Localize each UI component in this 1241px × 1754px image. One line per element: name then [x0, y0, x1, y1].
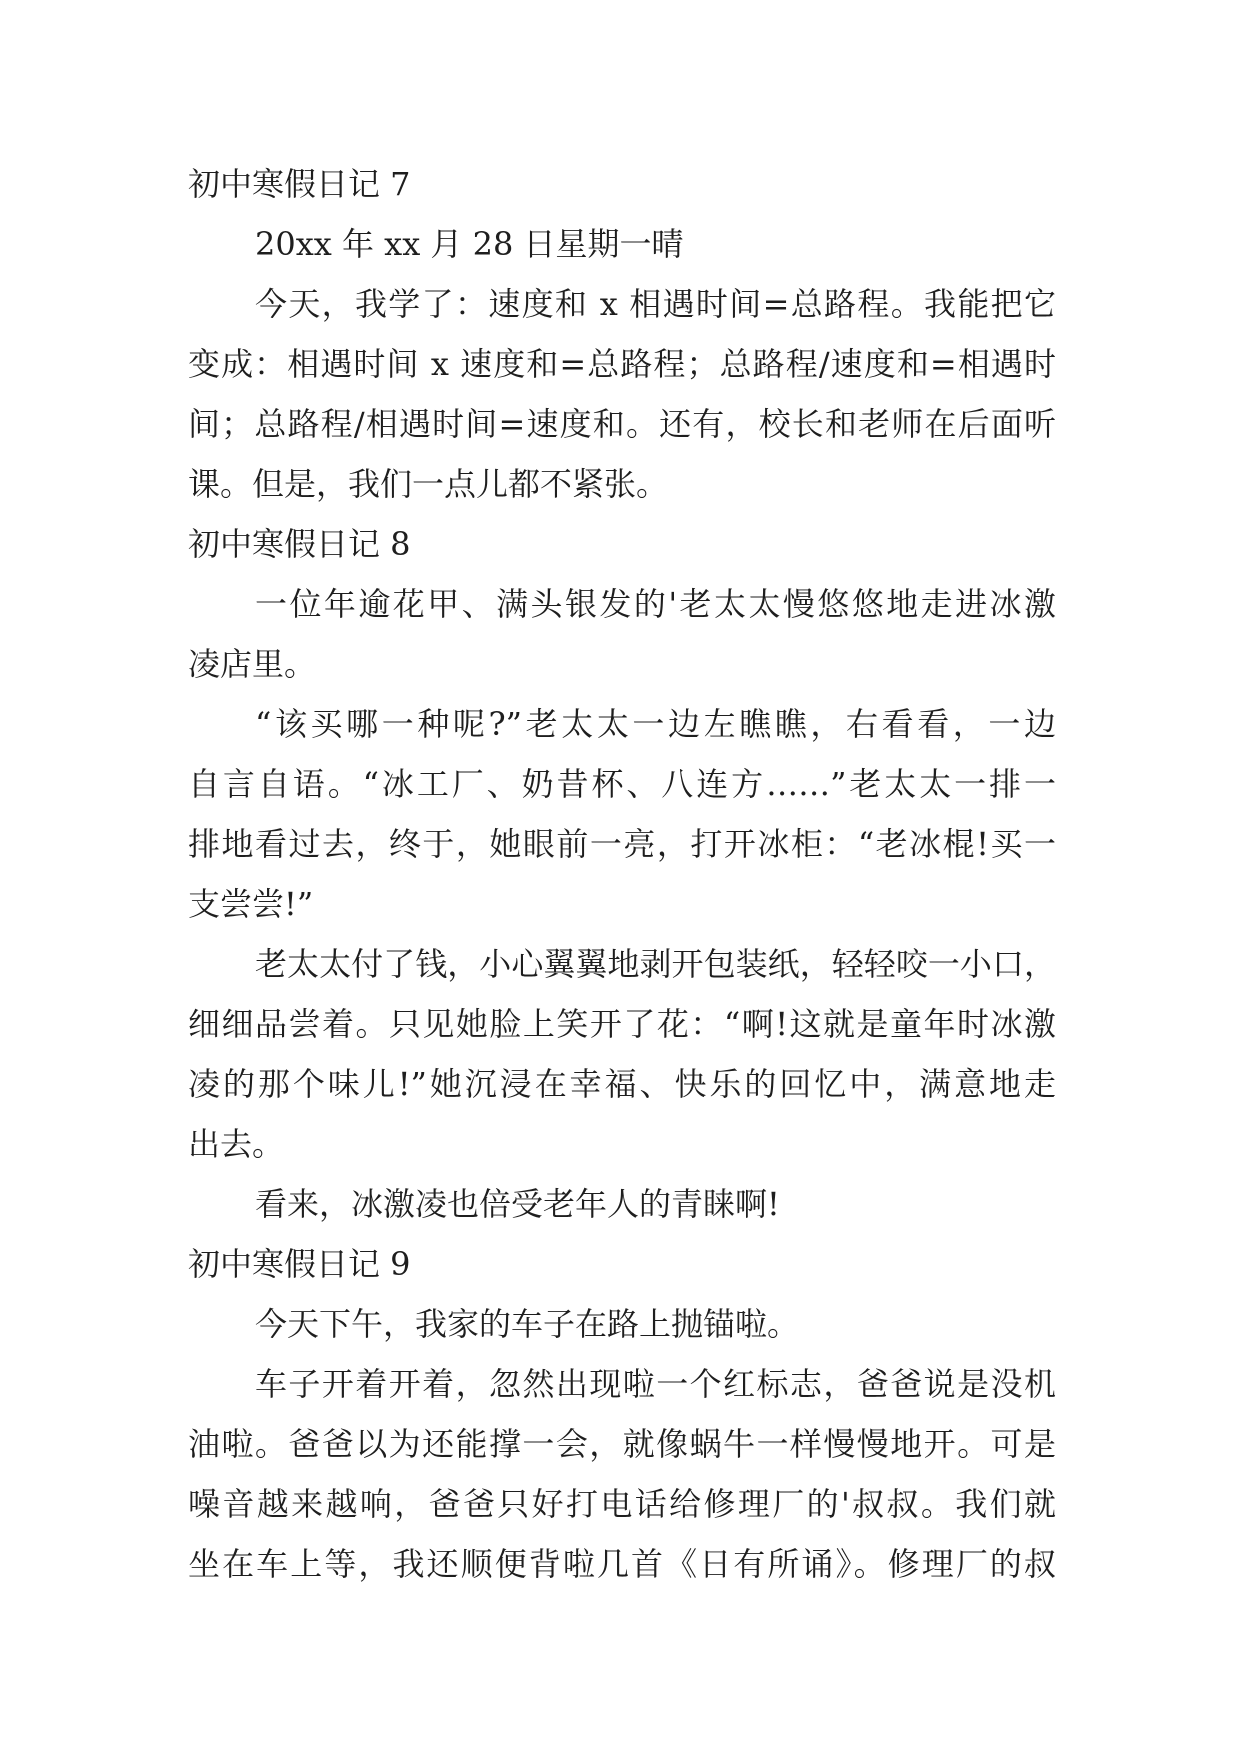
entry-title: 初中寒假日记 7: [188, 165, 411, 203]
paragraph: [188, 274, 1056, 514]
text-line: 出去。: [188, 1125, 285, 1163]
page-content: [188, 154, 1056, 1594]
text-line: 油啦。爸爸以为还能撑一会，就像蜗牛一样慢慢地开。可是: [188, 1425, 1056, 1463]
paragraph: [188, 694, 1056, 934]
paragraph: [188, 574, 1056, 694]
diary-entry-8: [188, 514, 1056, 1234]
entry-title: 初中寒假日记 8: [188, 525, 411, 563]
paragraph: [188, 1174, 1056, 1234]
diary-entry-9: [188, 1234, 1056, 1594]
text-line: 20xx 年 xx 月 28 日星期一晴: [255, 225, 684, 263]
entry-title: 初中寒假日记 9: [188, 1245, 411, 1283]
paragraph: [188, 1294, 1056, 1354]
text-line: 细细品尝着。只见她脸上笑开了花：“啊!这就是童年时冰激: [188, 1005, 1056, 1043]
text-line: 变成：相遇时间 x 速度和=总路程；总路程/速度和=相遇时: [188, 345, 1056, 383]
text-line: 排地看过去，终于，她眼前一亮，打开冰柜：“老冰棍!买一: [188, 825, 1056, 863]
text-line: 课。但是，我们一点儿都不紧张。: [188, 465, 669, 503]
text-line: 今天，我学了：速度和 x 相遇时间=总路程。我能把它: [255, 285, 1056, 323]
text-line: “该买哪一种呢?”老太太一边左瞧瞧，右看看，一边: [255, 705, 1056, 743]
paragraph: [188, 214, 1056, 274]
text-line: 坐在车上等，我还顺便背啦几首《日有所诵》。修理厂的叔: [188, 1545, 1056, 1583]
text-line: 支尝尝!”: [188, 885, 314, 923]
text-line: 老太太付了钱，小心翼翼地剥开包装纸，轻轻咬一小口，: [255, 945, 1056, 983]
text-line: 车子开着开着，忽然出现啦一个红标志，爸爸说是没机: [255, 1365, 1056, 1403]
text-line: 噪音越来越响，爸爸只好打电话给修理厂的'叔叔。我们就: [188, 1485, 1056, 1523]
paragraph: [188, 1354, 1056, 1594]
text-line: 今天下午，我家的车子在路上抛锚啦。: [255, 1305, 800, 1343]
text-line: 凌店里。: [188, 645, 317, 683]
diary-entry-7: [188, 154, 1056, 514]
text-line: 自言自语。“冰工厂、奶昔杯、八连方……”老太太一排一: [188, 765, 1056, 803]
paragraph: [188, 934, 1056, 1174]
text-line: 看来，冰激凌也倍受老年人的青睐啊!: [255, 1185, 780, 1223]
text-line: 间；总路程/相遇时间=速度和。还有，校长和老师在后面听: [188, 405, 1056, 443]
text-line: 凌的那个味儿!”她沉浸在幸福、快乐的回忆中，满意地走: [188, 1065, 1056, 1103]
text-line: 一位年逾花甲、满头银发的'老太太慢悠悠地走进冰激: [255, 585, 1056, 623]
